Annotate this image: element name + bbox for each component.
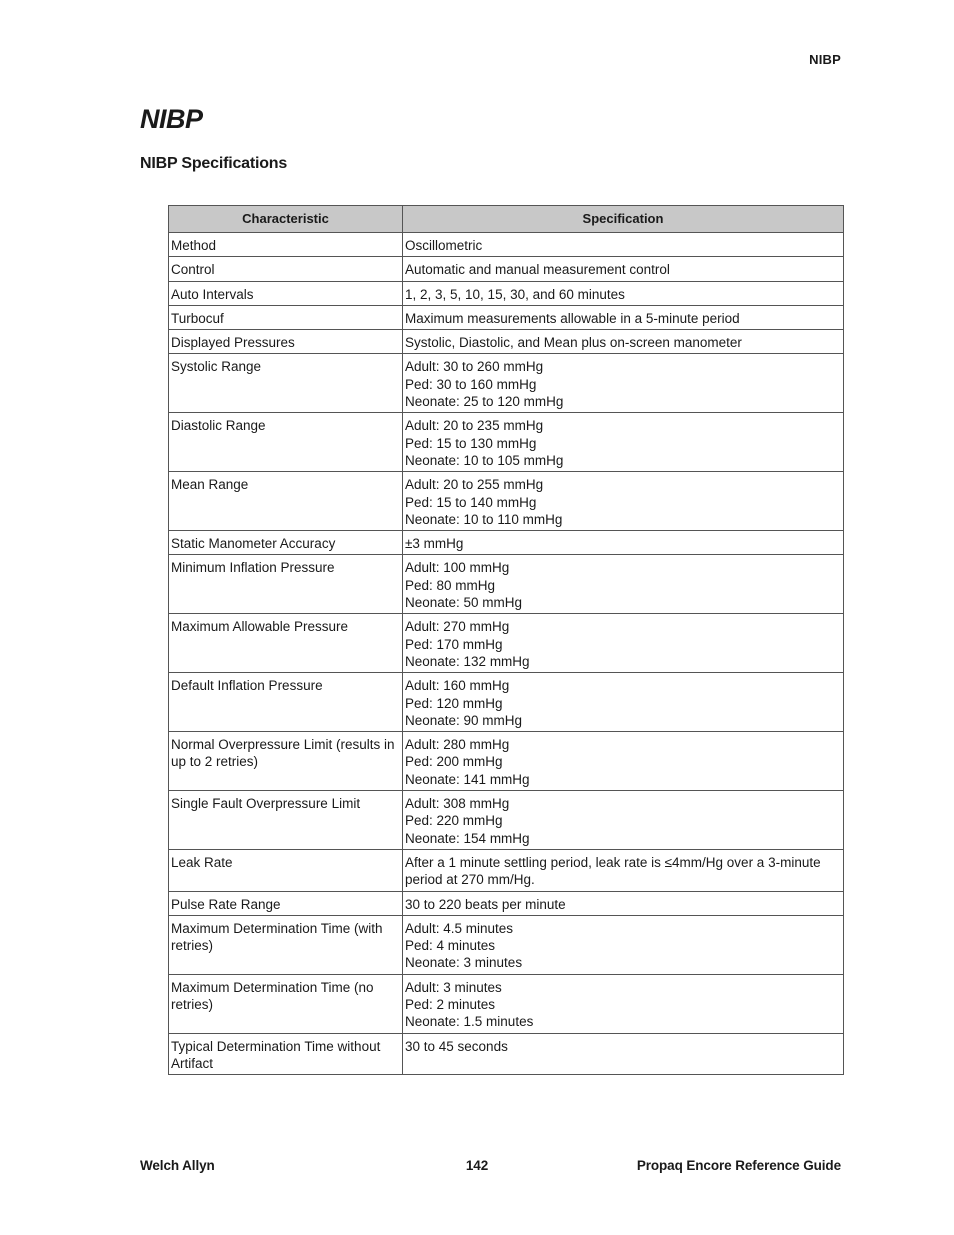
specification-line: Adult: 4.5 minutes <box>405 920 514 936</box>
characteristic-cell: Systolic Range <box>169 354 403 413</box>
specification-line: Adult: 280 mmHg <box>405 737 510 753</box>
characteristic-cell: Displayed Pressures <box>169 330 403 354</box>
specification-line: Systolic, Diastolic, and Mean plus on-screen manometer <box>405 335 742 351</box>
column-header-specification: Specification <box>403 206 844 233</box>
characteristic-cell: Single Fault Overpressure Limit <box>169 791 403 850</box>
nibp-spec-table <box>168 205 844 1075</box>
specification-line: Ped: 220 mmHg <box>405 813 503 829</box>
characteristic-cell: Turbocuf <box>169 305 403 329</box>
table-row <box>169 413 844 472</box>
specification-line: Ped: 2 minutes <box>405 996 496 1012</box>
specification-line: Neonate: 90 mmHg <box>405 712 523 728</box>
specification-cell <box>403 891 844 915</box>
table-row <box>169 974 844 1033</box>
table-row <box>169 732 844 791</box>
characteristic-cell: Method <box>169 233 403 257</box>
table-row <box>169 791 844 850</box>
specification-line: Ped: 170 mmHg <box>405 636 503 652</box>
characteristic-cell: Maximum Determination Time (with retries) <box>169 915 403 974</box>
table-row <box>169 915 844 974</box>
footer-brand: Welch Allyn <box>140 1158 215 1173</box>
specification-line: After a 1 minute settling period, leak rate is ≤4mm/Hg over a 3-minute period at 270 mm/Hg. <box>405 854 821 888</box>
characteristic-cell: Mean Range <box>169 472 403 531</box>
specification-cell <box>403 614 844 673</box>
specification-line: Neonate: 10 to 105 mmHg <box>405 452 564 468</box>
running-head: NIBP <box>809 52 841 67</box>
specification-cell <box>403 330 844 354</box>
table-row <box>169 555 844 614</box>
specification-line: Ped: 80 mmHg <box>405 577 496 593</box>
specification-cell <box>403 305 844 329</box>
table-header-row <box>169 206 844 233</box>
specification-line: Adult: 20 to 235 mmHg <box>405 418 544 434</box>
table-row <box>169 233 844 257</box>
specification-line: Neonate: 50 mmHg <box>405 595 523 611</box>
specification-line: Neonate: 132 mmHg <box>405 653 530 669</box>
table-row <box>169 305 844 329</box>
specification-cell <box>403 791 844 850</box>
specification-line: 1, 2, 3, 5, 10, 15, 30, and 60 minutes <box>405 286 625 302</box>
table-row <box>169 891 844 915</box>
specification-line: Ped: 30 to 160 mmHg <box>405 376 537 392</box>
table-row <box>169 1033 844 1075</box>
specification-cell <box>403 472 844 531</box>
specification-line: Automatic and manual measurement control <box>405 262 670 278</box>
column-header-characteristic: Characteristic <box>169 206 403 233</box>
characteristic-cell: Normal Overpressure Limit (results in up to 2 retries) <box>169 732 403 791</box>
specification-line: Maximum measurements allowable in a 5-minute period <box>405 310 740 326</box>
table-row <box>169 614 844 673</box>
specification-cell <box>403 915 844 974</box>
specification-line: Neonate: 1.5 minutes <box>405 1014 534 1030</box>
characteristic-cell: Pulse Rate Range <box>169 891 403 915</box>
characteristic-cell: Maximum Allowable Pressure <box>169 614 403 673</box>
section-title: NIBP Specifications <box>140 155 288 172</box>
specification-line: Ped: 15 to 140 mmHg <box>405 494 537 510</box>
table-row <box>169 354 844 413</box>
specification-cell <box>403 531 844 555</box>
characteristic-cell: Minimum Inflation Pressure <box>169 555 403 614</box>
specification-line: Neonate: 3 minutes <box>405 955 523 971</box>
specification-cell <box>403 281 844 305</box>
footer-page-number: 142 <box>465 1158 489 1173</box>
specification-cell <box>403 974 844 1033</box>
specification-line: Adult: 100 mmHg <box>405 560 510 576</box>
specification-line: Neonate: 154 mmHg <box>405 830 530 846</box>
specification-line: Adult: 270 mmHg <box>405 619 510 635</box>
specification-line: Neonate: 10 to 110 mmHg <box>405 511 563 527</box>
chapter-title: NIBP <box>140 104 203 134</box>
specification-cell <box>403 233 844 257</box>
specification-line: Neonate: 141 mmHg <box>405 771 530 787</box>
characteristic-cell: Leak Rate <box>169 849 403 891</box>
specification-line: ±3 mmHg <box>405 536 464 552</box>
table-row <box>169 472 844 531</box>
specification-cell <box>403 354 844 413</box>
table-body <box>169 233 844 1075</box>
specification-cell <box>403 257 844 281</box>
characteristic-cell: Default Inflation Pressure <box>169 673 403 732</box>
table-row <box>169 281 844 305</box>
table-row <box>169 673 844 732</box>
specification-cell <box>403 673 844 732</box>
specification-line: Adult: 308 mmHg <box>405 796 510 812</box>
specification-line: Ped: 200 mmHg <box>405 754 503 770</box>
table-row <box>169 257 844 281</box>
specification-cell <box>403 849 844 891</box>
specification-line: Adult: 160 mmHg <box>405 678 510 694</box>
specification-line: Adult: 30 to 260 mmHg <box>405 359 544 375</box>
specification-line: Oscillometric <box>405 238 483 253</box>
specification-line: Ped: 120 mmHg <box>405 695 503 711</box>
specification-cell <box>403 413 844 472</box>
table-row <box>169 531 844 555</box>
table-row <box>169 330 844 354</box>
characteristic-cell: Diastolic Range <box>169 413 403 472</box>
characteristic-cell: Control <box>169 257 403 281</box>
characteristic-cell: Auto Intervals <box>169 281 403 305</box>
characteristic-cell: Static Manometer Accuracy <box>169 531 403 555</box>
characteristic-cell: Maximum Determination Time (no retries) <box>169 974 403 1033</box>
specification-cell <box>403 1033 844 1075</box>
specification-line: 30 to 220 beats per minute <box>405 896 566 912</box>
table-row <box>169 849 844 891</box>
specification-line: Neonate: 25 to 120 mmHg <box>405 394 564 410</box>
specification-line: Ped: 15 to 130 mmHg <box>405 435 537 451</box>
specification-line: 30 to 45 seconds <box>405 1038 508 1054</box>
characteristic-cell: Typical Determination Time without Artifact <box>169 1033 403 1075</box>
footer-doc-title: Propaq Encore Reference Guide <box>636 1158 841 1173</box>
specification-line: Ped: 4 minutes <box>405 938 496 954</box>
specification-cell <box>403 555 844 614</box>
specification-line: Adult: 20 to 255 mmHg <box>405 477 544 493</box>
specification-cell <box>403 732 844 791</box>
specification-line: Adult: 3 minutes <box>405 979 502 995</box>
